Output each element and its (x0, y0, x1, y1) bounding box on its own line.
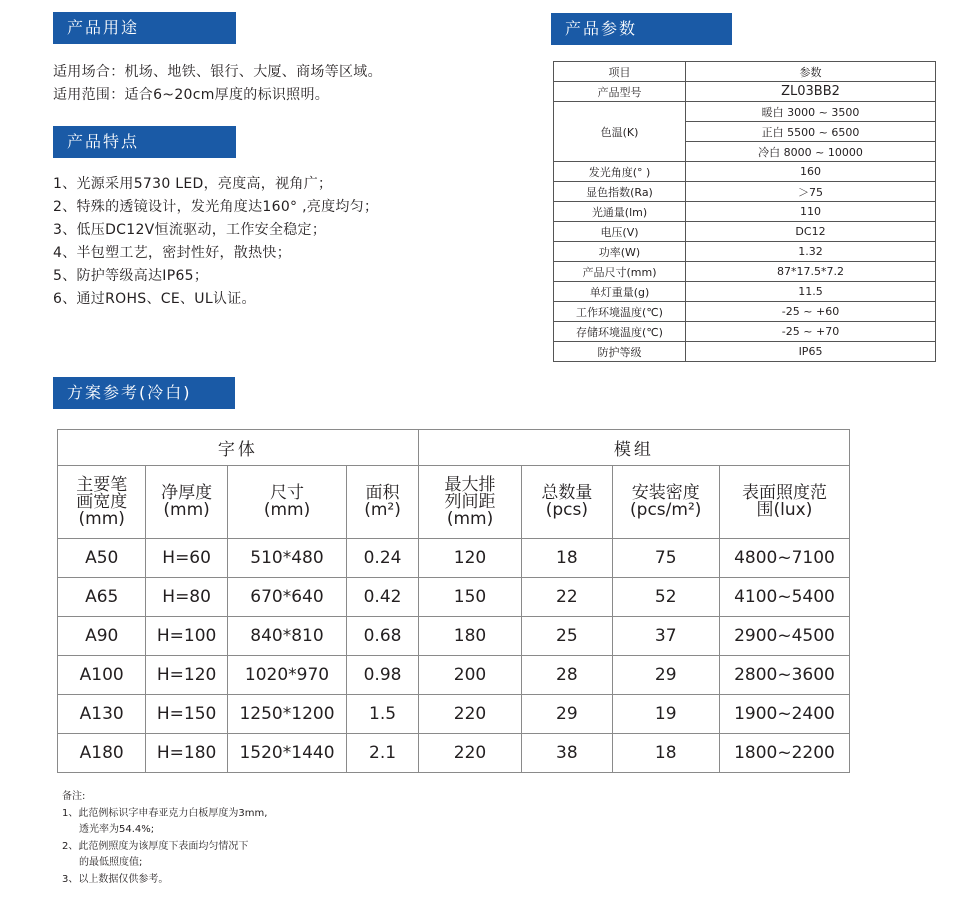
usage-line: 适用场合：机场、地铁、银行、大厦、商场等区域。 (53, 64, 382, 80)
param-value: 110 (686, 202, 936, 222)
scheme-group-row (58, 430, 850, 466)
param-value: 87*17.5*7.2 (686, 262, 936, 282)
notes-title: 备注: (62, 791, 86, 802)
params-header-row (554, 62, 936, 82)
params-row (554, 202, 936, 222)
note-line: 2、此范例照度为该厚度下表面均匀情况下 (62, 840, 249, 852)
table-cell: 18 (522, 539, 612, 578)
table-cell: 4100~5400 (719, 578, 849, 617)
params-title: 产品参数 (565, 19, 638, 38)
table-row (58, 617, 850, 656)
params-header (551, 13, 732, 45)
table-row (58, 695, 850, 734)
table-cell: H=150 (146, 695, 227, 734)
param-label: 功率(W) (554, 242, 686, 262)
table-cell: 0.68 (347, 617, 419, 656)
scheme-table (57, 429, 850, 773)
param-label: 工作环境温度(℃) (554, 302, 686, 322)
params-row (554, 262, 936, 282)
table-cell: H=100 (146, 617, 227, 656)
table-cell: A180 (58, 734, 146, 773)
params-row (554, 102, 936, 122)
feature-item: 4、半包塑工艺，密封性好，散热快； (53, 245, 292, 261)
note-line: 1、此范例标识字申春亚克力白板厚度为3mm, (62, 807, 268, 819)
table-cell: 2900~4500 (719, 617, 849, 656)
params-row (554, 282, 936, 302)
param-label: 光通量(lm) (554, 202, 686, 222)
param-label: 电压(V) (554, 222, 686, 242)
table-cell: A130 (58, 695, 146, 734)
features-list (53, 173, 378, 311)
note-line: 的最低照度值; (79, 857, 143, 868)
param-value: IP65 (686, 342, 936, 362)
col-header: 安装密度(pcs/m²) (612, 466, 719, 539)
table-cell: 18 (612, 734, 719, 773)
param-label: 防护等级 (554, 342, 686, 362)
table-cell: A65 (58, 578, 146, 617)
table-cell: H=180 (146, 734, 227, 773)
params-row (554, 322, 936, 342)
param-label: 存储环境温度(℃) (554, 322, 686, 342)
table-cell: 150 (418, 578, 521, 617)
table-cell: 38 (522, 734, 612, 773)
table-cell: H=120 (146, 656, 227, 695)
table-cell: 1250*1200 (227, 695, 346, 734)
feature-item: 5、防护等级高达IP65； (53, 268, 209, 284)
table-cell: 19 (612, 695, 719, 734)
table-cell: 220 (418, 734, 521, 773)
scheme-title: 方案参考(冷白) (67, 383, 192, 402)
table-cell: 670*640 (227, 578, 346, 617)
table-cell: A50 (58, 539, 146, 578)
param-value: 11.5 (686, 282, 936, 302)
param-value: -25 ~ +60 (686, 302, 936, 322)
table-cell: 0.24 (347, 539, 419, 578)
table-row (58, 539, 850, 578)
table-cell: 120 (418, 539, 521, 578)
scheme-body (58, 539, 850, 773)
table-cell: 28 (522, 656, 612, 695)
usage-header (53, 12, 236, 44)
params-row (554, 302, 936, 322)
param-value: ＞75 (686, 182, 936, 202)
scheme-header (53, 377, 235, 409)
param-label: 产品尺寸(mm) (554, 262, 686, 282)
usage-text (53, 61, 382, 107)
feature-item: 6、通过ROHS、CE、UL认证。 (53, 291, 256, 307)
table-cell: 2800~3600 (719, 656, 849, 695)
table-cell: 29 (612, 656, 719, 695)
col-header: 总数量(pcs) (522, 466, 612, 539)
feature-item: 2、特殊的透镜设计，发光角度达160° ,亮度均匀； (53, 199, 379, 215)
table-row (58, 734, 850, 773)
param-value: 暖白 3000 ~ 3500 (686, 102, 936, 122)
table-cell: 0.42 (347, 578, 419, 617)
table-cell: H=80 (146, 578, 227, 617)
params-col-value: 参数 (686, 62, 936, 82)
params-col-item: 项目 (554, 62, 686, 82)
table-cell: A100 (58, 656, 146, 695)
param-value: DC12 (686, 222, 936, 242)
col-header: 表面照度范围(lux) (719, 466, 849, 539)
param-value: 160 (686, 162, 936, 182)
usage-line: 适用范围：适合6~20cm厚度的标识照明。 (53, 87, 330, 103)
table-cell: 1020*970 (227, 656, 346, 695)
table-cell: 180 (418, 617, 521, 656)
table-cell: 37 (612, 617, 719, 656)
group-font-header: 字体 (58, 430, 419, 466)
param-label: 单灯重量(g) (554, 282, 686, 302)
group-module-header: 模组 (418, 430, 849, 466)
params-row (554, 342, 936, 362)
table-cell: 1800~2200 (719, 734, 849, 773)
col-header: 净厚度(mm) (146, 466, 227, 539)
table-cell: 29 (522, 695, 612, 734)
table-cell: 2.1 (347, 734, 419, 773)
params-row (554, 182, 936, 202)
table-cell: A90 (58, 617, 146, 656)
table-cell: 4800~7100 (719, 539, 849, 578)
table-cell: 52 (612, 578, 719, 617)
param-value: ZL03BB2 (686, 82, 936, 102)
params-row (554, 222, 936, 242)
param-value: -25 ~ +70 (686, 322, 936, 342)
param-label: 发光角度(° ) (554, 162, 686, 182)
table-cell: 1.5 (347, 695, 419, 734)
col-header: 主要笔画宽度(mm) (58, 466, 146, 539)
param-label: 产品型号 (554, 82, 686, 102)
table-cell: 200 (418, 656, 521, 695)
feature-item: 3、低压DC12V恒流驱动，工作安全稳定； (53, 222, 327, 238)
table-row (58, 656, 850, 695)
col-header: 尺寸(mm) (227, 466, 346, 539)
table-cell: 25 (522, 617, 612, 656)
col-header: 面积(m²) (347, 466, 419, 539)
table-cell: 840*810 (227, 617, 346, 656)
table-cell: 22 (522, 578, 612, 617)
note-line: 3、以上数据仅供参考。 (62, 873, 169, 885)
params-table (553, 61, 936, 362)
params-row (554, 82, 936, 102)
params-row (554, 162, 936, 182)
param-label: 显色指数(Ra) (554, 182, 686, 202)
param-value: 冷白 8000 ~ 10000 (686, 142, 936, 162)
features-header (53, 126, 236, 158)
table-cell: H=60 (146, 539, 227, 578)
table-cell: 1520*1440 (227, 734, 346, 773)
note-line: 透光率为54.4%; (79, 824, 155, 835)
notes (62, 789, 267, 888)
features-title: 产品特点 (67, 132, 140, 151)
param-value: 正白 5500 ~ 6500 (686, 122, 936, 142)
table-cell: 0.98 (347, 656, 419, 695)
scheme-column-header-row (58, 466, 850, 539)
feature-item: 1、光源采用5730 LED，亮度高，视角广； (53, 176, 333, 192)
table-cell: 1900~2400 (719, 695, 849, 734)
params-row (554, 242, 936, 262)
table-cell: 75 (612, 539, 719, 578)
col-header: 最大排列间距(mm) (418, 466, 521, 539)
param-value: 1.32 (686, 242, 936, 262)
param-label: 色温(K) (554, 102, 686, 162)
table-cell: 220 (418, 695, 521, 734)
table-cell: 510*480 (227, 539, 346, 578)
usage-title: 产品用途 (67, 18, 140, 37)
table-row (58, 578, 850, 617)
